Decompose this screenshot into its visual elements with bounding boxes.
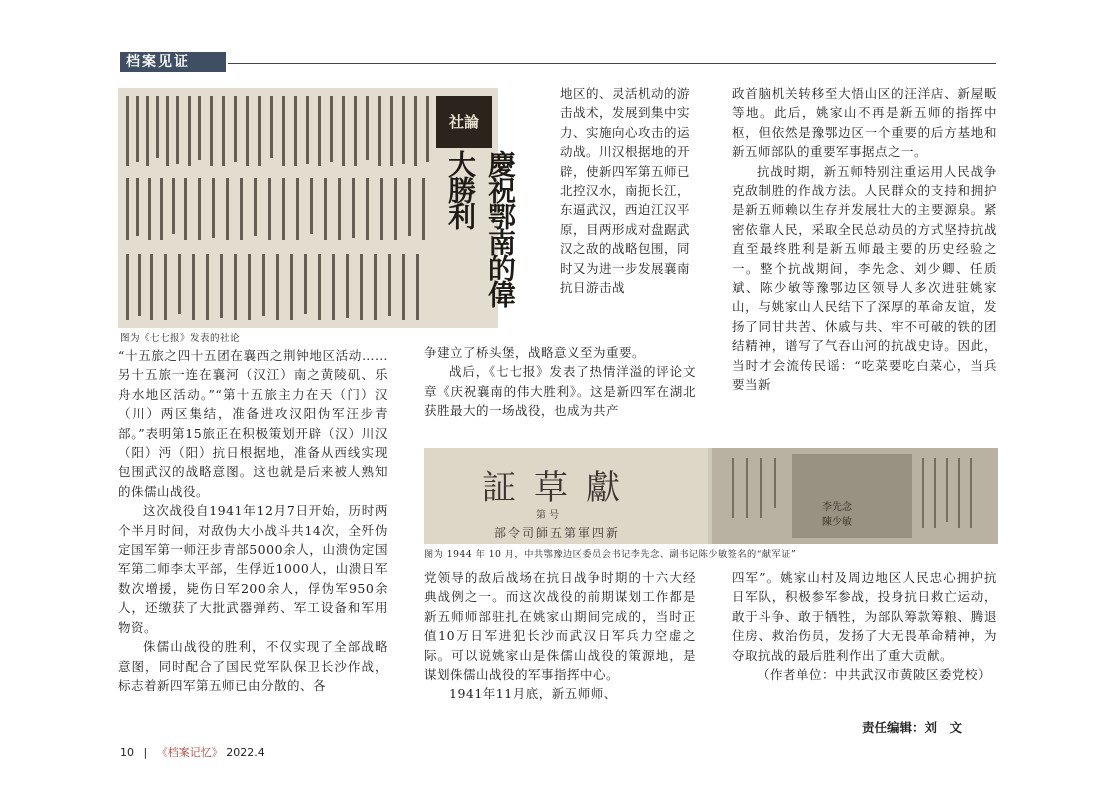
certificate-subtitle: 第 号 [536,510,560,521]
responsible-editor: 责任编辑：刘 文 [862,720,963,735]
clipping-caption: 图为《七七报》发表的社论 [120,333,241,344]
section-rule [228,63,996,64]
issue-number: 2022.4 [226,746,265,759]
col2-mid-para-1: 争建立了桥头堡，战略意义至为重要。 [424,345,646,360]
certificate-title: 証草獻 [482,468,638,508]
col2-mid-text [424,343,696,421]
col1-text [118,346,388,695]
col3-top-para-2: 抗战时期，新五师特别注重运用人民战争克敌制胜的作战方法。人民群众的支持和拥护是新五师赖以生存并发展壮大的主要源泉。紧密依靠人民，采取全民总动员的方式坚持抗战直至最终胜利是新五师最主要的历史经验之一。整个抗战期间，李先念、刘少卿、任质斌、陈少敏等豫鄂边区领导人多次进驻姚家山，与姚家山人民结下了深厚的革命友谊，发扬了同甘共苦、休戚与共、牢不可破的铁的团结精神，谱写了气吞山河的抗战史诗。因此，当时才会流传民谣：“吃菜要吃白菜心，当兵要当新 [732,163,997,393]
section-title: 档案见证 [120,52,226,72]
footer-divider: | [143,746,148,759]
col2-bottom-para-2: 1941年11月底，新五师师、 [449,686,617,702]
certificate-form-texture [712,448,998,544]
newspaper-clipping-image [118,88,517,328]
col2-top-text [560,84,690,297]
col2-mid-para-2: 战后，《七七报》发表了热情洋溢的评论文章《庆祝襄南的伟大胜利》。这是新四军在湖北获胜最大的一场战役，也成为共产 [424,364,696,419]
col3-top-text [732,84,997,395]
clipping-headline: 慶祝鄂南的偉大勝利 [444,150,517,306]
col1-para-2: 这次战役自1941年12月7日开始，历时两个半月时间，对敌伪大小战斗共14次，全歼伪定国军第一师汪步青部5000余人，山溃伪定国军第二师李太平部，生俘近1000人，山溃日军数次增援，毙伤日军200余人，俘伪军950余人，还缴获了大批武器弹药、军工设备和军用物资。 [118,503,388,635]
certificate-caption: 图为 1944 年 10 月，中共鄂豫边区委员会书记李先念、副书记陈少敏签名的“献军证” [424,549,797,560]
certificate-left-panel [424,448,708,544]
certificate-signatures: 李先念 陳少敏 [822,502,852,528]
editorial-badge-text: 社論 [448,113,479,131]
col2-bottom-para-1: 党领导的敌后战场在抗日战争时期的十六大经典战例之一。而这次战役的前期谋划工作都是新五师师部驻扎在姚家山期间完成的，当时正值10万日军进犯长沙而武汉日军兵力空虚之际。可以说姚家山是侏儒山战役的策源地，是谋划侏儒山战役的军事指挥中心。 [424,570,696,683]
col3-bottom-text [732,568,997,684]
col2-top-para-1: 地区的、灵活机动的游击战术，发展到集中实力、实施向心攻击的运动战。川汉根据地的开辟，使新四军第五师已北控汉水，南扼长江，东逼武汉，西迫江汉平原，目两形成对盘踞武汉之敌的战略包围，同时又为进一步发展襄南抗日游击战 [560,86,691,296]
page-number: 10 [120,746,134,759]
certificate-image [424,448,998,544]
editorial-badge [436,96,492,148]
col3-top-para-1: 政首脑机关转移至大悟山区的汪洋店、新屋畈等地。此后，姚家山不再是新五师的指挥中枢，但依然是豫鄂边区一个重要的后方基地和新五师部队的重要军事据点之一。 [732,86,997,160]
col3-bottom-para-1: 四军”。姚家山村及周边地区人民忠心拥护抗日军队，积极参军参战，投身抗日救亡运动，敢于斗争、敢于牺牲，为部队筹款筹粮、腾退住房、救治伤员，发扬了大无畏革命精神，为夺取抗战的最后胜利作出了重大贡献。 [732,570,997,663]
page-footer [120,744,265,760]
certificate-right-panel [712,448,998,544]
col2-bottom-text [424,568,696,704]
certificate-issuer: 部令司師五第軍四新 [494,526,621,540]
col1-para-1: “十五旅之四十五团在襄西之荆钟地区活动……另十五旅一连在襄河（汉江）南之黄陵矶、乐舟水地区活动。”“第十五旅主力在天（门）汉（川）两区集结，准备进攻汉阳伪军汪步青部。”表明第15旅正在积极策划开辟（汉）川汉（阳）沔（阳）抗日根据地，准备从西线实现包围武汉的战略意图。这也就是后来被人熟知的侏儒山战役。 [118,348,388,499]
col1-para-3: 侏儒山战役的胜利，不仅实现了全部战略意图，同时配合了国民党军队保卫长沙作战，标志着新四军第五师已由分散的、各 [118,639,388,693]
author-affiliation: （作者单位：中共武汉市黄陂区委党校） [757,667,992,683]
magazine-name: 《档案记忆》 [156,746,223,759]
